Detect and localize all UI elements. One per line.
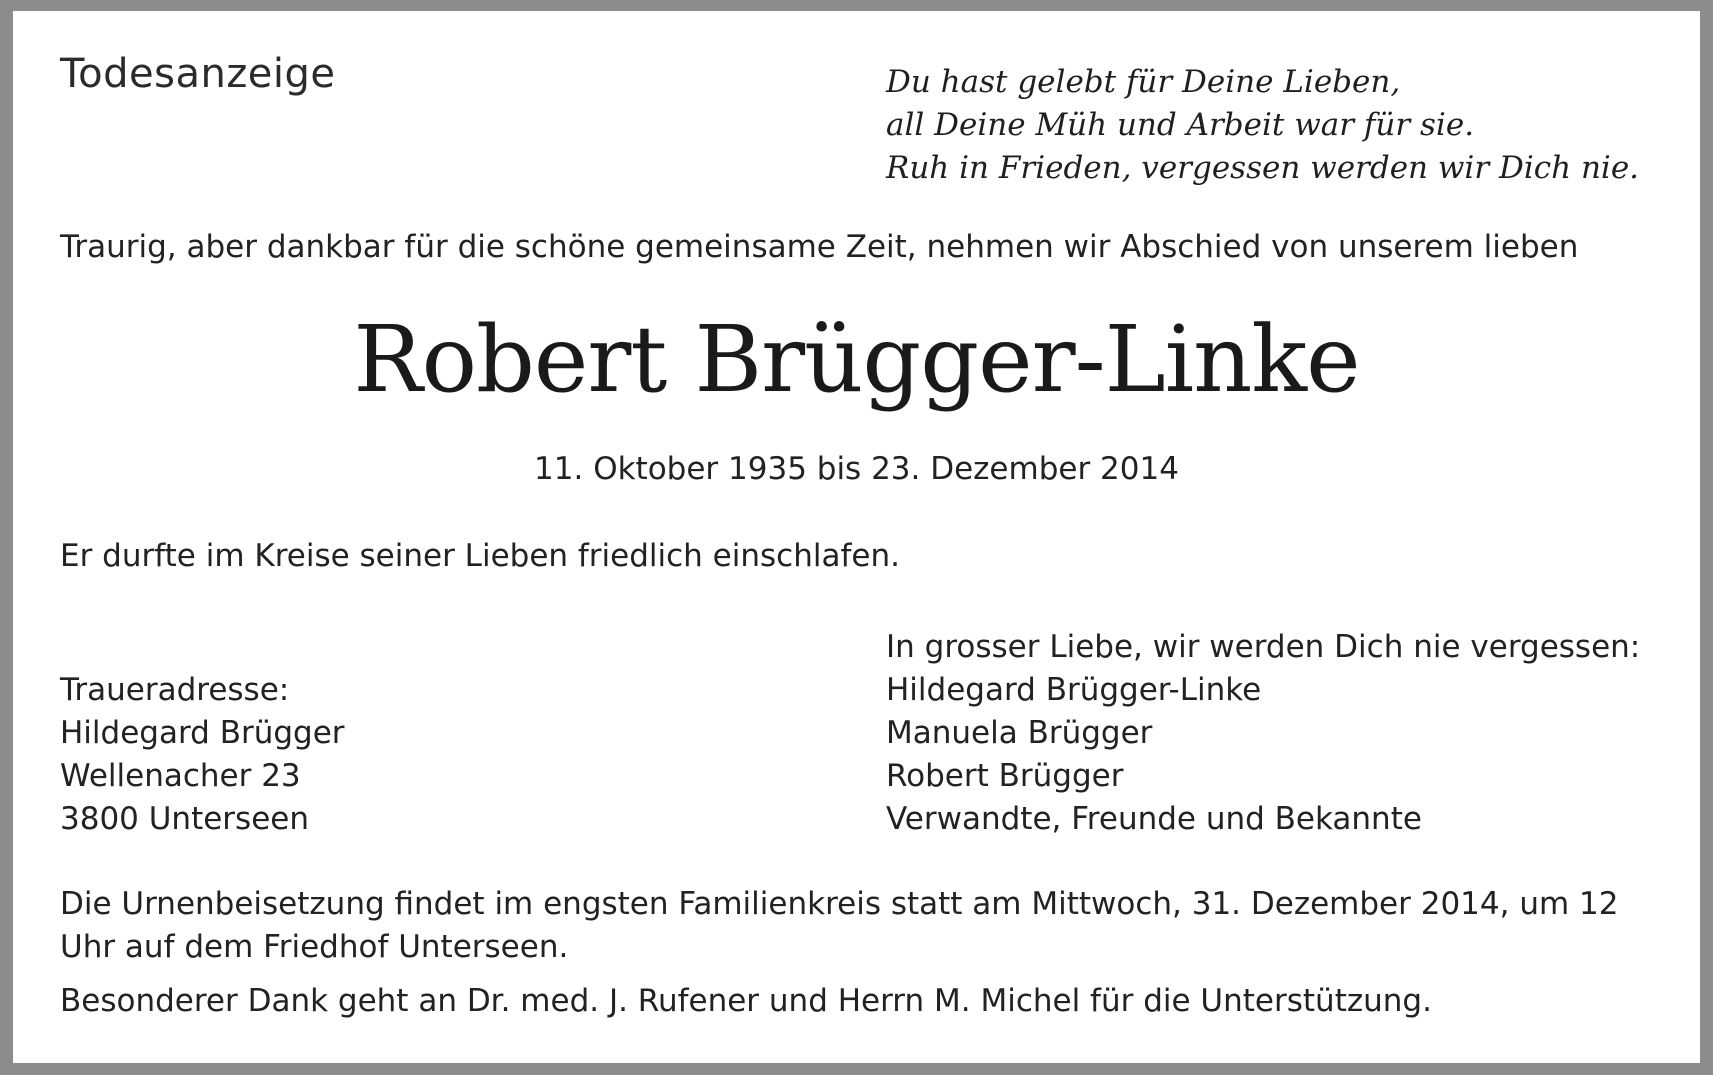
passing-note: Er durfte im Kreise seiner Lieben friedlich einschlafen. xyxy=(60,538,900,574)
mourner-name: Manuela Brügger xyxy=(886,715,1153,751)
poem-line: Ruh in Frieden, vergessen werden wir Dich nie. xyxy=(886,150,1640,186)
mourner-name: Hildegard Brügger-Linke xyxy=(886,672,1262,708)
intro-text: Traurig, aber dankbar für die schöne gemeinsame Zeit, nehmen wir Abschied von unserem lieben xyxy=(60,229,1579,265)
life-dates: 11. Oktober 1935 bis 23. Dezember 2014 xyxy=(534,451,1179,487)
address-line: Wellenacher 23 xyxy=(60,758,301,794)
mourner-name: Robert Brügger xyxy=(886,758,1124,794)
notice-heading: Todesanzeige xyxy=(60,51,336,97)
poem-line: Du hast gelebt für Deine Lieben, xyxy=(886,64,1401,100)
deceased-name: Robert Brügger-Linke xyxy=(353,306,1360,413)
thanks-note: Besonderer Dank geht an Dr. med. J. Rufener und Herrn M. Michel für die Unterstützung. xyxy=(60,983,1432,1019)
mourner-name: Verwandte, Freunde und Bekannte xyxy=(886,801,1422,837)
address-line: 3800 Unterseen xyxy=(60,801,309,837)
burial-note: Die Urnenbeisetzung findet im engsten Familienkreis statt am Mittwoch, 31. Dezember 2014, um 12 Uhr auf dem Friedhof Unterseen. xyxy=(60,886,1619,965)
poem-line: all Deine Müh und Arbeit war für sie. xyxy=(886,107,1475,143)
mourning-address xyxy=(60,669,345,841)
death-notice-card xyxy=(13,11,1700,1063)
address-line: Hildegard Brügger xyxy=(60,715,345,751)
address-label: Traueradresse: xyxy=(60,672,290,708)
mourners-list xyxy=(886,626,1640,841)
memorial-poem xyxy=(886,61,1639,190)
mourners-intro: In grosser Liebe, wir werden Dich nie vergessen: xyxy=(886,629,1641,665)
